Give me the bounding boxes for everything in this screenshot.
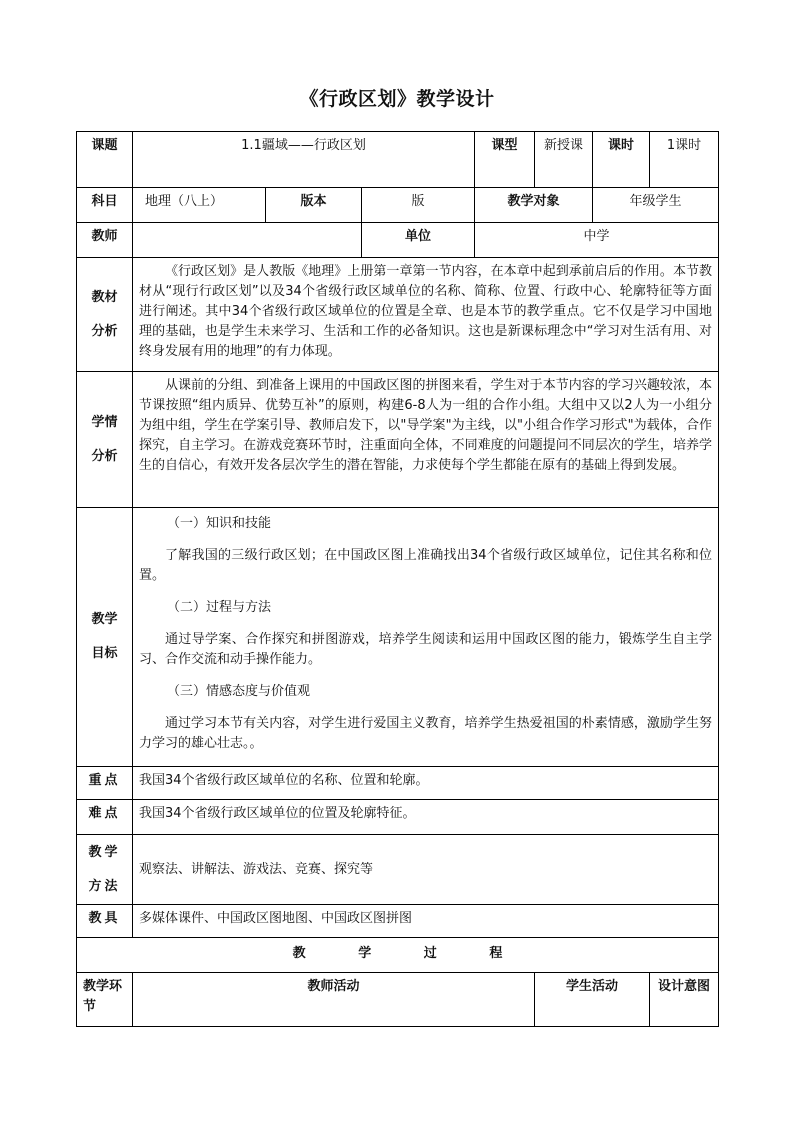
process-columns-row [77, 973, 719, 1027]
students-label [77, 372, 133, 508]
audience-label: 教学对象 [475, 188, 593, 223]
methods-label [77, 835, 133, 905]
process-char-4: 程 [489, 946, 503, 961]
goal-text-knowledge: 了解我国的三级行政区划；在中国政区图上准确找出34个省级行政区域单位，记住其名称和位置。 [139, 548, 713, 583]
methods-label-a: 教学 [88, 844, 121, 860]
teacher-row [77, 223, 719, 258]
topic-value: 1.1疆域——行政区划 [133, 132, 475, 188]
unit-value: 中学 [475, 223, 719, 258]
teacher-label: 教师 [77, 223, 133, 258]
students-label-b: 分析 [91, 448, 118, 464]
goals-label-a: 教学 [91, 612, 118, 627]
teacher-value [133, 223, 362, 258]
subject-value: 地理（八上） [133, 188, 266, 223]
type-label: 课型 [475, 132, 535, 188]
tools-text: 多媒体课件、中国政区图地图、中国政区图拼图 [133, 905, 719, 938]
students-analysis [133, 372, 719, 508]
tools-label: 教具 [77, 905, 133, 938]
col-design: 设计意图 [650, 973, 719, 1027]
process-char-1: 教 [292, 946, 306, 961]
goal-text-process: 通过导学案、合作探究和拼图游戏，培养学生阅读和运用中国政区图的能力，锻炼学生自主学习、合作交流和动手操作能力。 [139, 632, 713, 667]
topic-row [77, 132, 719, 188]
page-title: 《行政区划》教学设计 [299, 88, 495, 110]
subject-row [77, 188, 719, 223]
difficulty-label: 难点 [77, 800, 133, 835]
goals-label [77, 508, 133, 767]
subject-label: 科目 [77, 188, 133, 223]
goal-heading-knowledge: （一）知识和技能 [167, 516, 272, 531]
students-label-a: 学情 [91, 414, 118, 430]
students-text: 从课前的分组、到准备上课用的中国政区图的拼图来看，学生对于本节内容的学习兴趣较浓，本节课按照“组内质异、优势互补”的原则，构建6-8人为一组的合作小组。大组中又以2人为一小组分为组中组，学生在学案引导、教师启发下，以"导学案"为主线，以"小组合作学习形式"为载体，合作探究，自主学习。在游戏竞赛环节时，注重面向全体，不同难度的问题提问不同层次的学生，培养学生的自信心，有效开发各层次学生的潜在智能，力求使每个学生都能在原有的基础上得到发展。 [139, 378, 713, 473]
key-point-row [77, 767, 719, 800]
process-char-2: 学 [358, 946, 372, 961]
goals-label-b: 目标 [91, 646, 118, 661]
textbook-label-a: 教材 [91, 289, 118, 305]
key-point-text: 我国34个省级行政区域单位的名称、位置和轮廓。 [133, 767, 719, 800]
textbook-text: 《行政区划》是人教版《地理》上册第一章第一节内容，在本章中起到承前启后的作用。本节教材从“现行行政区划”以及34个省级行政区域单位的名称、简称、位置、行政中心、轮廓特征等方面进行阐述。其中34个省级行政区域单位的位置是全章、也是本节的教学重点。它不仅是学习中国地理的基础，也是学生未来学习、生活和工作的必备知识。这也是新课标理念中“学习对生活有用、对终身发展有用的地理”的有力体现。 [139, 264, 713, 359]
process-header [77, 938, 719, 973]
edition-label: 版本 [266, 188, 362, 223]
edition-value: 版 [362, 188, 475, 223]
type-value: 新授课 [535, 132, 593, 188]
lesson-plan-table [76, 131, 719, 1027]
tools-row [77, 905, 719, 938]
audience-value: 年级学生 [593, 188, 719, 223]
hours-label: 课时 [593, 132, 650, 188]
process-char-3: 过 [423, 946, 437, 961]
topic-label: 课题 [77, 132, 133, 188]
goal-heading-process: （二）过程与方法 [167, 600, 272, 615]
textbook-label-b: 分析 [91, 323, 118, 339]
methods-text: 观察法、讲解法、游戏法、竞赛、探究等 [133, 835, 719, 905]
unit-label: 单位 [362, 223, 475, 258]
goals-row [77, 508, 719, 767]
process-row [77, 938, 719, 973]
methods-label-b: 方法 [88, 878, 121, 894]
difficulty-text: 我国34个省级行政区域单位的位置及轮廓特征。 [133, 800, 719, 835]
textbook-label [77, 258, 133, 372]
col-teacher: 教师活动 [133, 973, 535, 1027]
col-stage: 教学环节 [77, 973, 133, 1027]
col-student: 学生活动 [535, 973, 650, 1027]
textbook-row [77, 258, 719, 372]
goal-heading-emotion: （三）情感态度与价值观 [167, 684, 311, 699]
textbook-analysis [133, 258, 719, 372]
goals-content [133, 508, 719, 767]
difficulty-row [77, 800, 719, 835]
key-point-label: 重点 [77, 767, 133, 800]
methods-row [77, 835, 719, 905]
goal-text-emotion: 通过学习本节有关内容，对学生进行爱国主义教育，培养学生热爱祖国的朴素情感，激励学生努力学习的雄心壮志。。 [139, 716, 713, 751]
students-row [77, 372, 719, 508]
hours-value: 1课时 [650, 132, 719, 188]
